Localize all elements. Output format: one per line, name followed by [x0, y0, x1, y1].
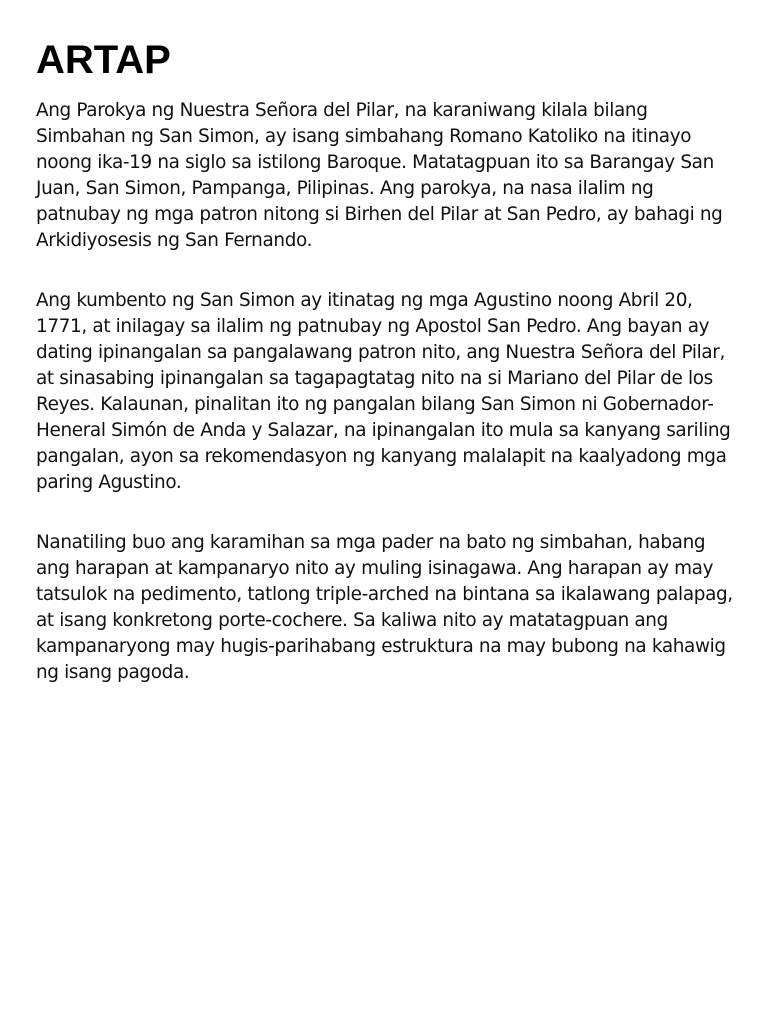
paragraph-3: Nanatiling buo ang karamihan sa mga pader na bato ng simbahan, habang ang harapan at kampanaryo nito ay muling isinagawa. Ang harapan ay may tatsulok na pedimento, tatlong triple-arched na bintana sa ikalawang palapag, at isang konkretong porte-cochere. Sa kaliwa nito ay matatagpuan ang kampanaryong may hugis-parihabang estruktura na may bubong na kahawig ng isang pagoda.	[36, 532, 733, 683]
document-page	[36, 36, 734, 720]
paragraph-2: Ang kumbento ng San Simon ay itinatag ng mga Agustino noong Abril 20, 1771, at inilagay sa ilalim ng patnubay ng Apostol San Pedro. Ang bayan ay dating ipinangalan sa pangalawang patron nito, ang Nuestra Señora del Pilar, at sinasabing ipinangalan sa tagapagtatag nito na si Mariano del Pilar de los Reyes. Kalaunan, pinalitan ito ng pangalan bilang San Simon ni Gobernador-Heneral Simón de Anda y Salazar, na ipinangalan ito mula sa kanyang sariling pangalan, ayon sa rekomendasyon ng kanyang malalapit na kaalyadong mga paring Agustino.	[36, 290, 731, 493]
paragraph-1: Ang Parokya ng Nuestra Señora del Pilar, na karaniwang kilala bilang Simbahan ng San Simon, ay isang simbahang Romano Katoliko na itinayo noong ika-19 na siglo sa istilong Baroque. Matatagpuan ito sa Barangay San Juan, San Simon, Pampanga, Pilipinas. Ang parokya, na nasa ilalim ng patnubay ng mga patron nitong si Birhen del Pilar at San Pedro, ay bahagi ng Arkidiyosesis ng San Fernando.	[36, 100, 723, 251]
page-title: ARTAP	[36, 38, 171, 82]
